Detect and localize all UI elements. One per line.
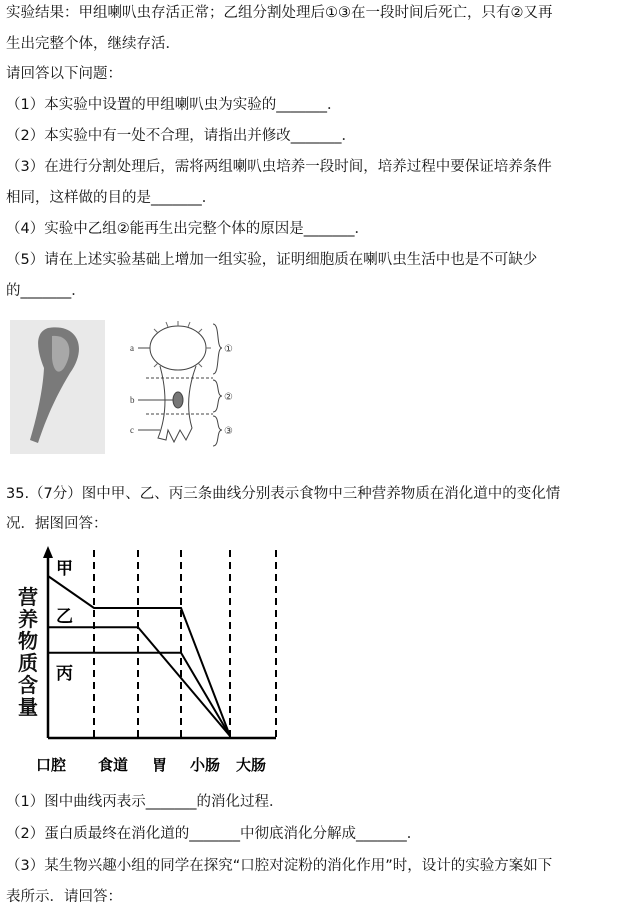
question-4: （4）实验中乙组②能再生出完整个体的原因是_______． — [6, 221, 369, 237]
category-label-1: 口腔 — [36, 758, 67, 774]
category-label-5: 大肠 — [236, 758, 267, 774]
label-part-1: ① — [224, 344, 233, 355]
q35-line-2: 况．据图回答： — [6, 516, 108, 532]
sub-question-3b: 表所示．请回答： — [6, 889, 122, 905]
trumpet-worm-photo — [10, 320, 105, 454]
sub-question-1: （1）图中曲线丙表示_______的消化过程． — [6, 794, 284, 810]
q35-line-1: 35.（7分）图中甲、乙、丙三条曲线分别表示食物中三种营养物质在消化道中的变化情 — [6, 486, 561, 502]
question-2: （2）本实验中有一处不合理，请指出并修改_______． — [6, 128, 356, 144]
label-c: c — [130, 425, 134, 435]
question-5b: 的_______． — [6, 283, 86, 299]
question-5a: （5）请在上述实验基础上增加一组实验，证明细胞质在喇叭虫生活中也是不可缺少 — [6, 252, 538, 268]
label-a: a — [130, 343, 134, 353]
label-part-2: ② — [224, 392, 233, 403]
sub-question-3a: （3）某生物兴趣小组的同学在探究“口腔对淀粉的消化作用”时，设计的实验方案如下 — [6, 858, 553, 874]
series-label-3: 丙 — [56, 663, 73, 683]
sub-question-2: （2）蛋白质最终在消化道的_______中彻底消化分解成_______． — [6, 826, 422, 842]
trumpet-worm-diagram — [138, 321, 222, 446]
question-1: （1）本实验中设置的甲组喇叭虫为实验的_______． — [6, 97, 342, 113]
chart-plot — [14, 540, 284, 780]
result-line-2: 生出完整个体，继续存活． — [6, 36, 180, 52]
label-part-3: ③ — [224, 426, 233, 437]
question-3a: （3）在进行分割处理后，需将两组喇叭虫培养一段时间，培养过程中要保证培养条件 — [6, 159, 552, 175]
series-label-2: 乙 — [56, 607, 73, 627]
category-label-3: 胃 — [152, 758, 168, 774]
series-label-1: 甲 — [56, 559, 73, 578]
y-axis-arrow — [43, 546, 53, 558]
nutrient-chart — [14, 540, 284, 780]
trumpet-worm-figure — [8, 318, 258, 458]
category-label-4: 小肠 — [190, 758, 221, 774]
category-label-2: 食道 — [98, 758, 129, 774]
prompt-line: 请回答以下问题： — [6, 66, 122, 82]
chart-ylabel-text: 营养物质含量 — [18, 585, 38, 719]
label-b: b — [130, 395, 135, 405]
question-3b: 相同，这样做的目的是_______． — [6, 190, 217, 206]
result-line-1: 实验结果：甲组喇叭虫存活正常；乙组分割处理后①③在一段时间后死亡，只有②又再 — [6, 5, 553, 21]
